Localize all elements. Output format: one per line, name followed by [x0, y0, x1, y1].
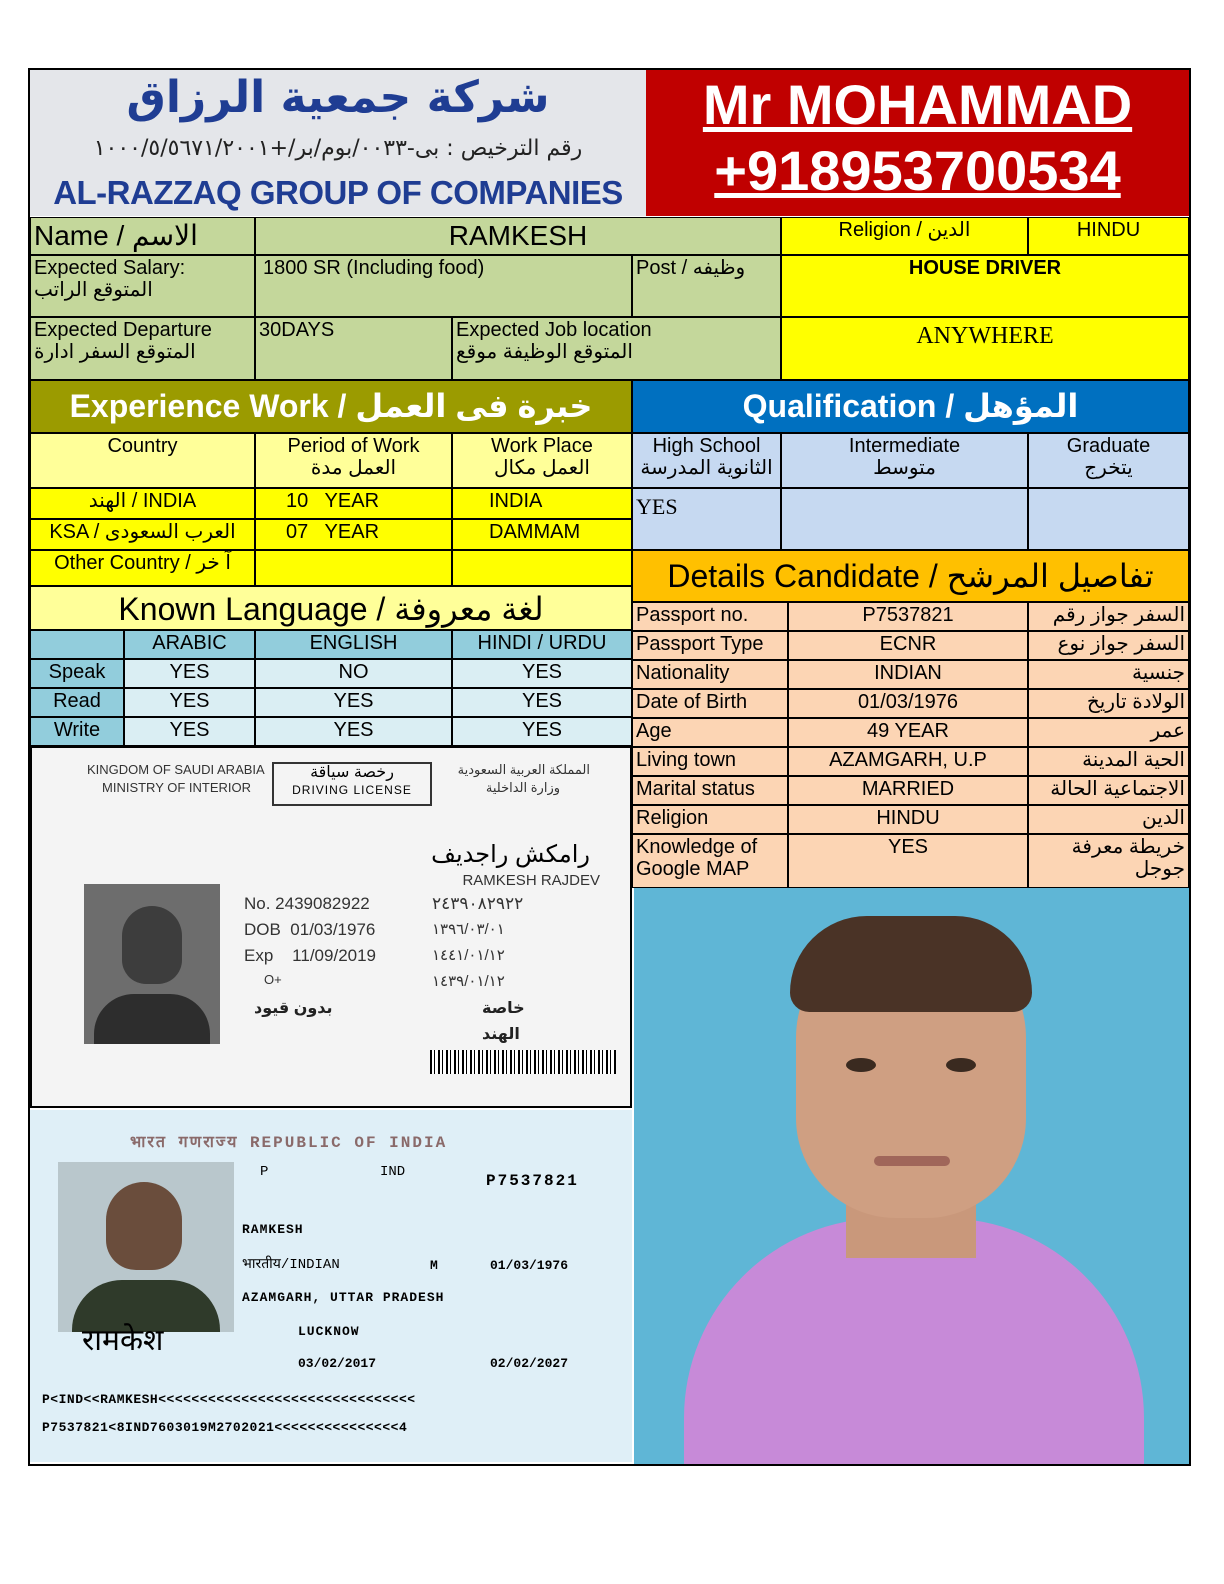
license-number-arabic: رقم الترخيص : بى-٠٠٣٣/بوم/بر/+١٠٠٠/٥/٥٦٧١/٢٠٠١	[93, 136, 583, 161]
license-title-ar: رخصة سياقة	[310, 764, 394, 781]
license-holder-ar: رامكش راجديف	[431, 841, 590, 868]
qual-value-graduate	[1028, 488, 1189, 550]
passport-number: P7537821	[486, 1172, 579, 1190]
detail-marital-value: MARRIED	[788, 776, 1028, 805]
passport-mrz-line-2: P7537821<8IND7603019M2702021<<<<<<<<<<<<<<<4	[42, 1420, 408, 1435]
license-barcode	[430, 1050, 616, 1074]
qual-header-intermediate-ar: متوسط	[873, 457, 936, 479]
detail-google-map-label: Knowledge of Google MAP	[632, 834, 788, 888]
exp-header-place-en: Work Place	[491, 435, 593, 457]
lang-header-blank	[30, 630, 124, 659]
detail-passport-no-ar: السفر جواز رقم	[1028, 602, 1189, 631]
exp-header-place-ar: العمل مكال	[494, 457, 590, 479]
detail-living-town-value: AZAMGARH, U.P	[788, 747, 1028, 776]
company-logo	[30, 70, 646, 216]
qual-value-intermediate	[781, 488, 1028, 550]
detail-dob-value: 01/03/1976	[788, 689, 1028, 718]
detail-living-town-ar: الحية المدينة	[1028, 747, 1189, 776]
detail-passport-type-ar: السفر جواز نوع	[1028, 631, 1189, 660]
passport-header: भारत गणराज्य REPUBLIC OF INDIA	[130, 1134, 448, 1152]
passport-given-name: RAMKESH	[242, 1222, 304, 1237]
detail-passport-type-value: ECNR	[788, 631, 1028, 660]
portrait-mouth	[874, 1156, 950, 1166]
passport-dob: 01/03/1976	[490, 1258, 569, 1273]
license-title-box	[272, 762, 432, 806]
detail-religion-value: HINDU	[788, 805, 1028, 834]
religion-label: Religion / الدين	[781, 217, 1028, 255]
qualification-title: Qualification / المؤهل	[632, 380, 1189, 433]
detail-dob-ar: الولادة تاريخ	[1028, 689, 1189, 718]
lang-read-hindi: YES	[452, 688, 632, 717]
passport-image	[30, 1110, 632, 1462]
detail-nationality-ar: جنسية	[1028, 660, 1189, 689]
departure-label-en: Expected Departure	[34, 319, 212, 341]
lang-row-speak-label: Speak	[30, 659, 124, 688]
license-holder-photo	[84, 884, 220, 1044]
driving-license-image	[30, 746, 632, 1108]
passport-date-of-expiry: 02/02/2027	[490, 1356, 569, 1371]
detail-religion-ar: الدين	[1028, 805, 1189, 834]
license-exp-ar: ١٤٤١/٠١/١٢	[432, 947, 505, 964]
qual-header-high-school	[632, 433, 781, 488]
candidate-portrait	[634, 888, 1189, 1464]
license-issue-ar: ١٤٣٩/٠١/١٢	[432, 973, 505, 990]
exp-row-2-period: 07 YEAR	[255, 519, 452, 550]
license-restrictions-ar: بدون قيود	[254, 1000, 333, 1017]
lang-speak-hindi: YES	[452, 659, 632, 688]
exp-row-3-period	[255, 550, 452, 586]
qual-header-intermediate	[781, 433, 1028, 488]
lang-read-arabic: YES	[124, 688, 255, 717]
passport-place-of-issue: LUCKNOW	[298, 1324, 360, 1339]
lang-header-hindi-urdu: HINDI / URDU	[452, 630, 632, 659]
exp-header-country	[30, 433, 255, 488]
license-gov-ar: المملكة العربية السعودية	[457, 762, 590, 777]
salary-label-en: Expected Salary:	[34, 257, 186, 279]
license-dob-ar: ١٣٩٦/٠٣/٠١	[432, 921, 505, 938]
detail-dob-label: Date of Birth	[632, 689, 788, 718]
detail-nationality-label: Nationality	[632, 660, 788, 689]
name-label: Name / الاسم	[30, 217, 255, 255]
location-label	[452, 317, 781, 380]
qual-value-high-school: YES	[632, 488, 781, 550]
lang-speak-english: NO	[255, 659, 452, 688]
exp-row-1-place: INDIA	[452, 488, 632, 519]
exp-header-period-en: Period of Work	[287, 435, 420, 457]
license-holder-en: RAMKESH RAJDEV	[462, 872, 600, 889]
detail-living-town-label: Living town	[632, 747, 788, 776]
detail-google-map-value: YES	[788, 834, 1028, 888]
contact-phone: +918953700534	[714, 139, 1121, 202]
detail-passport-type-label: Passport Type	[632, 631, 788, 660]
passport-place-of-birth: AZAMGARH, UTTAR PRADESH	[242, 1290, 445, 1305]
portrait-left-eye	[846, 1058, 876, 1072]
passport-date-of-issue: 03/02/2017	[298, 1356, 377, 1371]
passport-signature: रामकेश	[82, 1324, 164, 1357]
location-label-en: Expected Job location	[456, 319, 652, 341]
license-nationality-ar: الهند	[482, 1026, 520, 1043]
lang-header-arabic: ARABIC	[124, 630, 255, 659]
detail-nationality-value: INDIAN	[788, 660, 1028, 689]
passport-sex: M	[430, 1258, 438, 1273]
portrait-hair	[790, 916, 1032, 1012]
license-blood: O+	[264, 972, 282, 987]
location-value: ANYWHERE	[781, 317, 1189, 380]
exp-header-period-ar: العمل مدة	[310, 457, 397, 479]
exp-row-3-country: Other Country / آ خر	[30, 550, 255, 586]
company-name-english: AL-RAZZAQ GROUP OF COMPANIES	[53, 174, 623, 211]
lang-speak-arabic: YES	[124, 659, 255, 688]
license-title-en: DRIVING LICENSE	[292, 783, 412, 797]
detail-marital-label: Marital status	[632, 776, 788, 805]
detail-age-label: Age	[632, 718, 788, 747]
lang-row-read-label: Read	[30, 688, 124, 717]
exp-row-2-place: DAMMAM	[452, 519, 632, 550]
salary-label	[30, 255, 255, 317]
exp-header-country-en: Country	[107, 435, 178, 457]
license-dob: DOB 01/03/1976	[244, 920, 376, 939]
exp-row-1-period: 10 YEAR	[255, 488, 452, 519]
qual-header-intermediate-en: Intermediate	[848, 435, 961, 457]
qual-header-graduate-ar: يتخرج	[1084, 457, 1133, 479]
passport-mrz-line-1: P<IND<<RAMKESH<<<<<<<<<<<<<<<<<<<<<<<<<<<<<<<	[42, 1392, 416, 1407]
contact-name: Mr MOHAMMAD	[702, 73, 1133, 136]
detail-religion-label: Religion	[632, 805, 788, 834]
location-label-ar: المتوقع الوظيفة موقع	[456, 341, 633, 363]
departure-label	[30, 317, 255, 380]
lang-write-arabic: YES	[124, 717, 255, 746]
post-value: HOUSE DRIVER	[781, 255, 1189, 317]
qual-header-graduate	[1028, 433, 1189, 488]
lang-write-hindi: YES	[452, 717, 632, 746]
detail-passport-no-label: Passport no.	[632, 602, 788, 631]
departure-label-ar: المتوقع السفر ادارة	[34, 341, 196, 363]
qual-header-graduate-en: Graduate	[1066, 435, 1151, 457]
exp-header-place	[452, 433, 632, 488]
qual-header-high-school-en: High School	[652, 435, 761, 457]
language-title: Known Language / لغة معروفة	[30, 586, 632, 630]
exp-row-2-country: KSA / العرب السعودى	[30, 519, 255, 550]
license-ministry-ar: وزارة الداخلية	[485, 780, 560, 795]
license-type-ar: خاصة	[482, 1000, 525, 1017]
contact-box	[646, 70, 1189, 216]
exp-row-1-country: الهند / INDIA	[30, 488, 255, 519]
passport-country-code: IND	[380, 1164, 406, 1180]
details-title: Details Candidate / تفاصيل المرشح	[632, 550, 1189, 602]
exp-header-period	[255, 433, 452, 488]
lang-write-english: YES	[255, 717, 452, 746]
lang-header-english: ENGLISH	[255, 630, 452, 659]
license-no-ar: ٢٤٣٩٠٨٢٩٢٢	[432, 894, 524, 913]
post-label: Post / وظيفه	[632, 255, 781, 317]
detail-passport-no-value: P7537821	[788, 602, 1028, 631]
detail-marital-ar: الاجتماعية الحالة	[1028, 776, 1189, 805]
detail-age-value: 49 YEAR	[788, 718, 1028, 747]
detail-age-ar: عمر	[1028, 718, 1189, 747]
passport-nationality: भारतीय/INDIAN	[242, 1257, 340, 1273]
license-kingdom: KINGDOM OF SAUDI ARABIA	[87, 762, 265, 777]
license-no: No. 2439082922	[244, 894, 370, 913]
detail-google-map-ar: خريطة معرفة جوجل	[1028, 834, 1189, 888]
lang-read-english: YES	[255, 688, 452, 717]
salary-value: 1800 SR (Including food)	[255, 255, 632, 317]
passport-holder-photo	[58, 1162, 234, 1332]
religion-value: HINDU	[1028, 217, 1189, 255]
name-value: RAMKESH	[255, 217, 781, 255]
portrait-right-eye	[946, 1058, 976, 1072]
departure-value: 30DAYS	[255, 317, 452, 380]
exp-row-3-place	[452, 550, 632, 586]
passport-type: P	[260, 1164, 269, 1180]
company-name-arabic: شركة جمعية الرزاق	[126, 72, 550, 123]
salary-label-ar: المتوقع الراتب	[34, 279, 153, 301]
lang-row-write-label: Write	[30, 717, 124, 746]
license-ministry: MINISTRY OF INTERIOR	[102, 780, 252, 795]
license-exp: Exp 11/09/2019	[244, 946, 377, 965]
experience-title: Experience Work / خبرة فى العمل	[30, 380, 632, 433]
qual-header-high-school-ar: الثانوية المدرسة	[640, 457, 773, 479]
